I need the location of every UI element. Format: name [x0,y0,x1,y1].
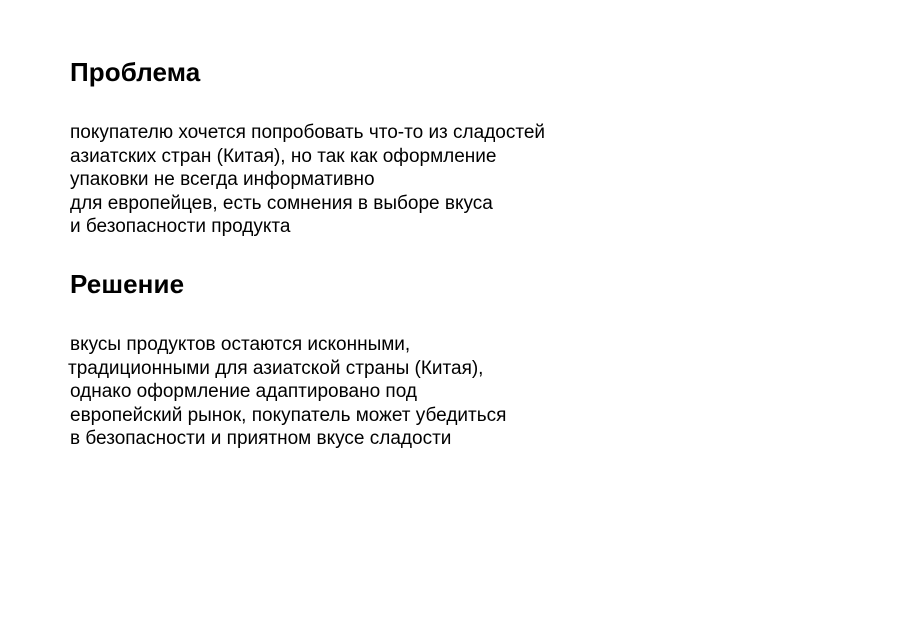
solution-description [70,333,506,451]
solution-line: вкусы продуктов остаются исконными, [70,334,411,355]
solution-line: европейский рынок, покупатель может убедиться [70,404,507,426]
solution-line: однако оформление адаптировано под [70,381,417,403]
problem-line: для европейцев, есть сомнения в выборе вкуса [70,192,493,214]
problem-line: азиатских стран (Китая), но так как оформление [70,145,497,167]
solution-line: традиционными для азиатской страны (Китая), [68,357,484,379]
solution-section [70,269,506,451]
problem-section [70,57,545,239]
problem-heading: Проблема [70,57,201,87]
problem-line: покупателю хочется попробовать что-то из сладостей [70,122,546,143]
problem-line: упаковки не всегда информативно [70,169,375,191]
problem-description [70,121,545,239]
problem-line: и безопасности продукта [70,216,291,238]
solution-heading: Решение [70,269,185,299]
solution-line: в безопасности и приятном вкусе сладости [70,428,452,450]
